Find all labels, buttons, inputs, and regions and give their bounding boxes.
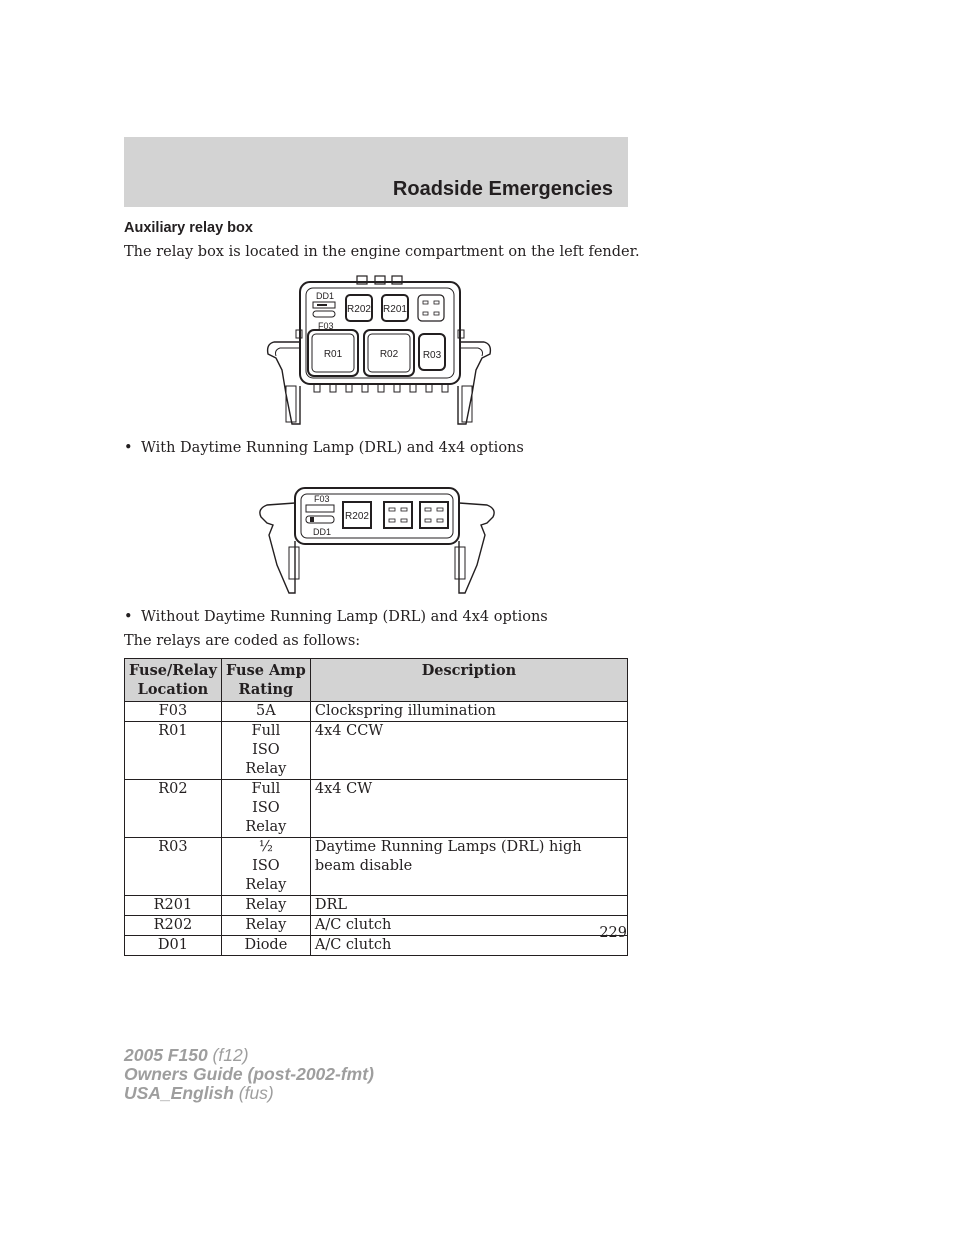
relay-table — [124, 658, 628, 956]
table-row — [125, 936, 628, 956]
footer-language: USA_English — [124, 1083, 234, 1103]
page-number: 229 — [599, 925, 627, 941]
table-header-row — [125, 659, 628, 702]
relay-box-figure-no-drl — [255, 485, 500, 597]
fig1-label-f03: F03 — [318, 321, 334, 331]
cell-location: R02 — [125, 780, 222, 838]
bullet-without-drl — [124, 609, 548, 625]
relay-box-figure-drl — [262, 274, 497, 432]
fig1-label-r03: R03 — [422, 350, 442, 361]
relays-coded-text: The relays are coded as follows: — [124, 633, 361, 649]
fig2-label-dd1: DD1 — [313, 527, 332, 537]
intro-paragraph: The relay box is located in the engine compartment on the left fender. — [124, 244, 640, 260]
bullet-dot: • — [124, 440, 133, 456]
fig1-label-r01: R01 — [323, 349, 343, 360]
footer-model: 2005 F150 — [124, 1045, 208, 1065]
table-row — [125, 722, 628, 780]
header-description: Description — [310, 659, 627, 702]
header-rating: Fuse Amp Rating — [221, 659, 310, 702]
cell-location: R201 — [125, 896, 222, 916]
fig1-label-r201: R201 — [383, 304, 407, 315]
cell-location: R01 — [125, 722, 222, 780]
fig1-label-r202: R202 — [347, 304, 371, 315]
fig2-label-f03: F03 — [314, 494, 330, 504]
cell-rating: Relay — [221, 916, 310, 936]
cell-location: D01 — [125, 936, 222, 956]
footer-language-code: (fus) — [233, 1083, 274, 1103]
bullet-text: With Daytime Running Lamp (DRL) and 4x4 options — [141, 440, 524, 456]
footer-model-code: (f12) — [207, 1045, 249, 1065]
cell-description: Clockspring illumination — [310, 702, 627, 722]
cell-description: DRL — [310, 896, 627, 916]
bullet-with-drl — [124, 440, 524, 456]
cell-location: R03 — [125, 838, 222, 896]
bullet-text: Without Daytime Running Lamp (DRL) and 4x4 options — [141, 609, 548, 625]
bullet-dot: • — [124, 609, 133, 625]
fig1-label-dd1: DD1 — [316, 291, 335, 301]
cell-rating: 5A — [221, 702, 310, 722]
table-row — [125, 916, 628, 936]
table-row — [125, 780, 628, 838]
cell-rating: Full ISO Relay — [221, 780, 310, 838]
fig2-label-r202: R202 — [345, 511, 369, 522]
cell-rating: Diode — [221, 936, 310, 956]
cell-description: 4x4 CW — [310, 780, 627, 838]
table-row — [125, 702, 628, 722]
cell-rating: Full ISO Relay — [221, 722, 310, 780]
cell-location: R202 — [125, 916, 222, 936]
subheading: Auxiliary relay box — [124, 220, 253, 236]
header-band — [124, 137, 628, 207]
table-row — [125, 896, 628, 916]
fig1-label-r02: R02 — [379, 349, 399, 360]
cell-rating: Relay — [221, 896, 310, 916]
section-title: Roadside Emergencies — [392, 178, 613, 200]
cell-description: A/C clutch — [310, 936, 627, 956]
cell-description: Daytime Running Lamps (DRL) high beam disable — [310, 838, 627, 896]
cell-rating: ½ ISO Relay — [221, 838, 310, 896]
cell-description: 4x4 CCW — [310, 722, 627, 780]
header-location: Fuse/Relay Location — [125, 659, 222, 702]
cell-description: A/C clutch — [310, 916, 627, 936]
footer-guide: Owners Guide (post-2002-fmt) — [124, 1064, 374, 1084]
cell-location: F03 — [125, 702, 222, 722]
table-row — [125, 838, 628, 896]
document-footer — [124, 1046, 374, 1103]
